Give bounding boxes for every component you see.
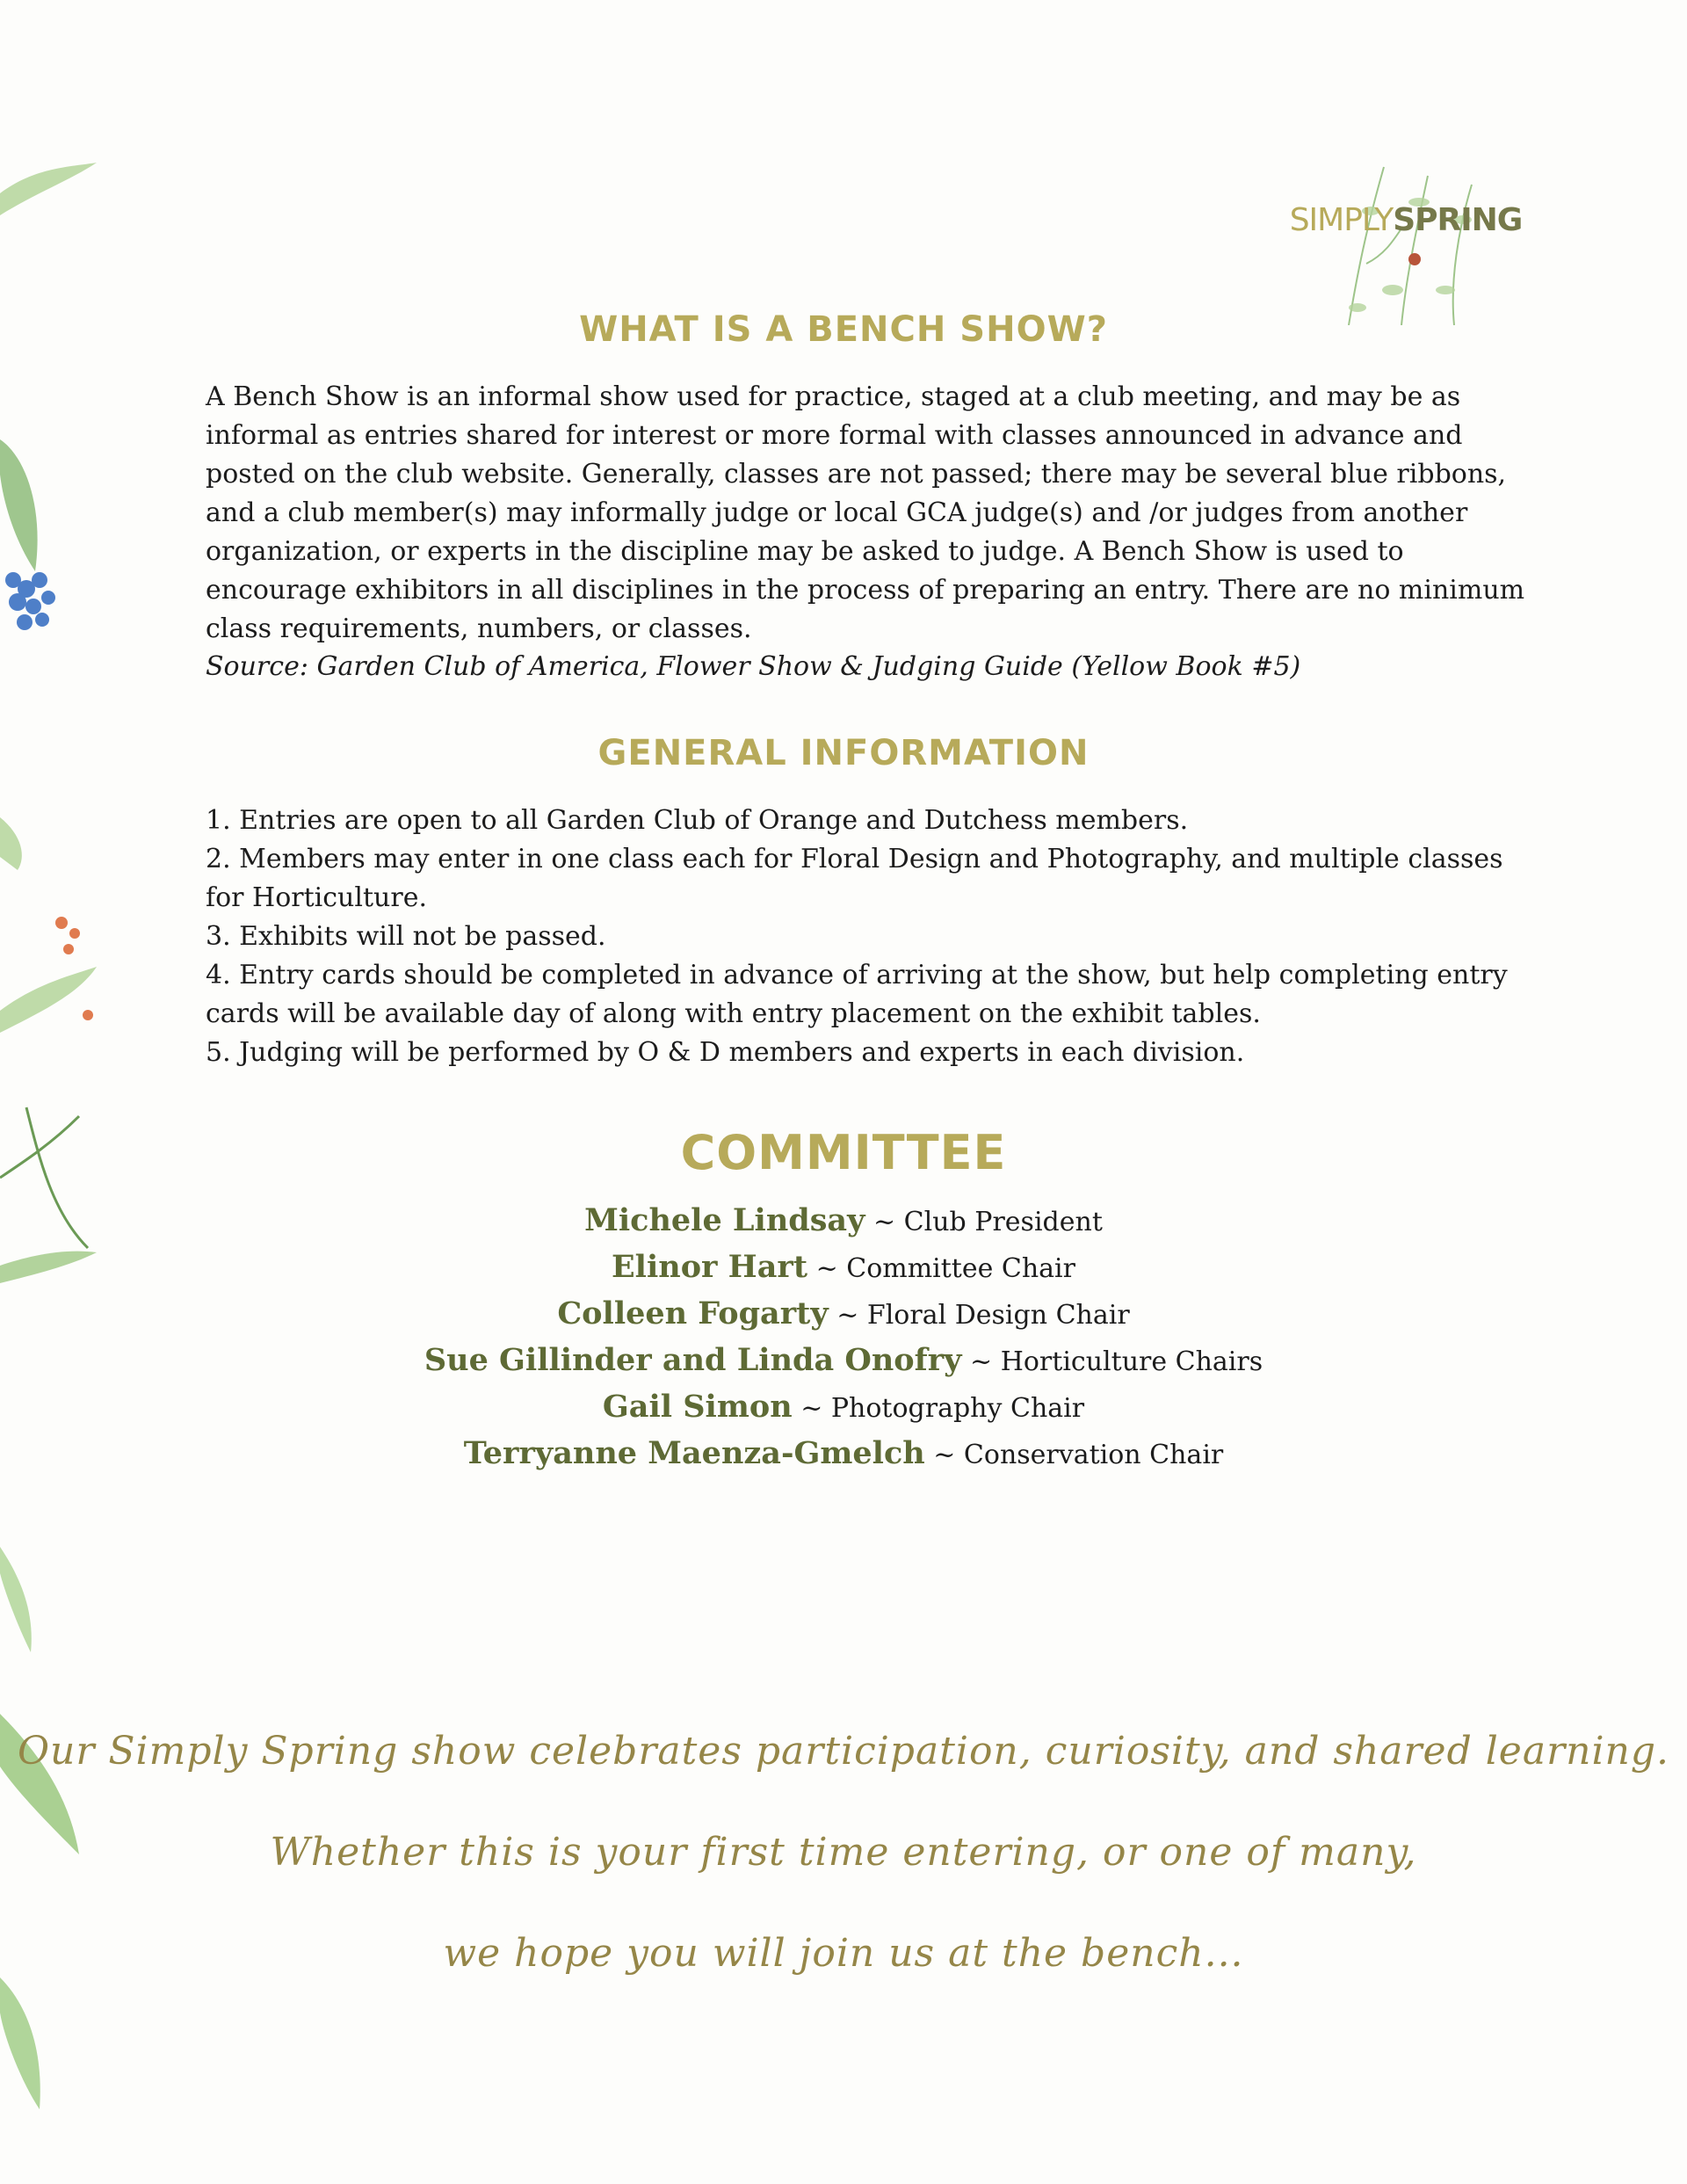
committee-member (0, 1197, 1687, 1244)
botanical-logo-illustration (1331, 158, 1485, 325)
closing-line: Whether this is your first time entering, or one of many, (270, 1830, 1417, 1875)
member-name: Michele Lindsay (584, 1202, 865, 1238)
committee-member (0, 1290, 1687, 1337)
committee-member (0, 1430, 1687, 1477)
member-role: ~ Horticulture Chairs (961, 1346, 1263, 1377)
member-role: ~ Conservation Chair (924, 1440, 1224, 1470)
simply-spring-logo (1278, 158, 1533, 325)
list-item: 4. Entry cards should be completed in advance of arriving at the show, but help completing entry cards will be available day of along with entry placement on the exhibit tables. (206, 960, 1508, 1029)
committee-member (0, 1244, 1687, 1290)
member-role: ~ Floral Design Chair (828, 1300, 1130, 1331)
list-item: 5. Judging will be performed by O & D members and experts in each division. (206, 1037, 1245, 1068)
logo-word-simply: SIMPLY (1289, 202, 1394, 238)
list-item: 3. Exhibits will not be passed. (206, 921, 606, 952)
bench-show-source: Source: Garden Club of America, Flower Show & Judging Guide (Yellow Book #5) (206, 651, 1301, 682)
heading-committee: COMMITTEE (680, 1125, 1007, 1180)
closing-message (0, 1701, 1687, 2004)
member-name: Elinor Hart (611, 1249, 808, 1285)
general-information-list (206, 802, 1541, 1072)
heading-general-information: GENERAL INFORMATION (597, 733, 1090, 773)
member-role: ~ Committee Chair (807, 1253, 1075, 1284)
list-item: 1. Entries are open to all Garden Club of Orange and Dutchess members. (206, 805, 1189, 836)
logo-word-spring: SPRING (1393, 202, 1523, 238)
member-role: ~ Photography Chair (792, 1393, 1085, 1424)
committee-list (0, 1197, 1687, 1477)
committee-member (0, 1337, 1687, 1383)
member-name: Colleen Fogarty (557, 1295, 829, 1331)
logo-wordmark (1278, 202, 1533, 238)
member-name: Sue Gillinder and Linda Onofry (424, 1342, 962, 1378)
member-name: Gail Simon (602, 1389, 793, 1425)
bench-show-description: A Bench Show is an informal show used for practice, staged at a club meeting, and may be as informal as entries shared for interest or more formal with classes announced in advance and posted on the club website. Generally, classes are not passed; there may be several blue ribbons, and a club member(s) may informally judge or local GCA judge(s) and /or judges from another organization, or experts in the discipline may be asked to judge. A Bench Show is used to encourage exhibitors in all disciplines in the process of preparing an entry. There are no minimum class requirements, numbers, or classes. (206, 381, 1525, 644)
committee-member (0, 1383, 1687, 1430)
list-item: 2. Members may enter in one class each for Floral Design and Photography, and multiple classes for Horticulture. (206, 844, 1503, 913)
member-role: ~ Club President (865, 1207, 1103, 1237)
closing-line: we hope you will join us at the bench... (443, 1931, 1244, 1976)
member-name: Terryanne Maenza-Gmelch (463, 1435, 925, 1471)
heading-bench-show: WHAT IS A BENCH SHOW? (579, 309, 1108, 350)
closing-line: Our Simply Spring show celebrates participation, curiosity, and shared learning. (17, 1729, 1670, 1774)
